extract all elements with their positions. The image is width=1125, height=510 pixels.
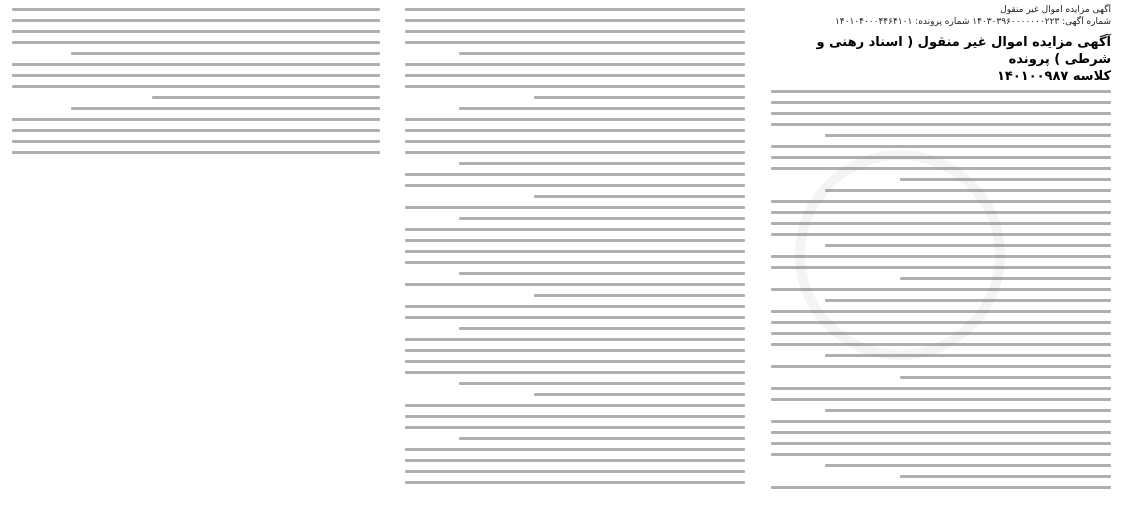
text-line bbox=[405, 415, 745, 418]
text-line bbox=[405, 30, 745, 33]
text-line bbox=[771, 398, 1111, 401]
text-line bbox=[405, 184, 745, 187]
text-line bbox=[825, 464, 1111, 467]
text-line bbox=[405, 338, 745, 341]
text-line bbox=[405, 63, 745, 66]
text-line bbox=[771, 321, 1111, 324]
text-line bbox=[900, 475, 1111, 478]
text-line bbox=[459, 162, 745, 165]
text-line bbox=[12, 140, 380, 143]
text-line bbox=[534, 294, 745, 297]
text-line bbox=[459, 327, 745, 330]
text-line bbox=[405, 228, 745, 231]
text-line bbox=[459, 437, 745, 440]
text-line bbox=[771, 442, 1111, 445]
text-line bbox=[405, 151, 745, 154]
text-line bbox=[12, 129, 380, 132]
text-line bbox=[825, 299, 1111, 302]
text-line bbox=[12, 63, 380, 66]
text-line bbox=[405, 349, 745, 352]
text-line bbox=[459, 107, 745, 110]
text-line bbox=[405, 316, 745, 319]
text-line bbox=[405, 371, 745, 374]
text-line bbox=[900, 277, 1111, 280]
text-line bbox=[771, 123, 1111, 126]
text-line bbox=[771, 156, 1111, 159]
header-line-2: شماره آگهی: ۱۴۰۳۰۳۹۶۰۰۰۰۰۰۰۲۲۳ شماره پرونده: ۱۴۰۱۰۴۰۰۰۴۴۶۴۱۰۱ bbox=[834, 17, 1111, 27]
text-line bbox=[405, 206, 745, 209]
text-line bbox=[771, 387, 1111, 390]
text-line bbox=[771, 332, 1111, 335]
text-line bbox=[771, 233, 1111, 236]
text-line bbox=[825, 409, 1111, 412]
text-line bbox=[405, 173, 745, 176]
text-line bbox=[771, 222, 1111, 225]
text-line bbox=[405, 459, 745, 462]
text-line bbox=[405, 481, 745, 484]
text-line bbox=[12, 19, 380, 22]
text-column-middle bbox=[405, 8, 745, 500]
header-line-1: آگهی مزایده اموال غیر منقول bbox=[1000, 5, 1111, 15]
text-line bbox=[771, 167, 1111, 170]
text-column-left bbox=[12, 8, 380, 168]
text-line bbox=[771, 288, 1111, 291]
text-line bbox=[12, 8, 380, 11]
text-line bbox=[459, 217, 745, 220]
text-line bbox=[405, 360, 745, 363]
text-line bbox=[771, 310, 1111, 313]
text-line bbox=[771, 486, 1111, 489]
text-line bbox=[771, 145, 1111, 148]
text-line bbox=[825, 354, 1111, 357]
text-line bbox=[771, 211, 1111, 214]
text-line bbox=[534, 96, 745, 99]
text-line bbox=[825, 244, 1111, 247]
text-line bbox=[534, 195, 745, 198]
text-line bbox=[771, 90, 1111, 93]
text-line bbox=[405, 426, 745, 429]
text-line bbox=[771, 365, 1111, 368]
text-line bbox=[12, 30, 380, 33]
text-line bbox=[405, 239, 745, 242]
text-line bbox=[405, 448, 745, 451]
text-line bbox=[900, 376, 1111, 379]
text-line bbox=[771, 112, 1111, 115]
text-line bbox=[12, 74, 380, 77]
text-line bbox=[771, 453, 1111, 456]
text-line bbox=[71, 107, 380, 110]
text-line bbox=[12, 118, 380, 121]
text-line bbox=[405, 250, 745, 253]
text-line bbox=[71, 52, 380, 55]
text-line bbox=[405, 41, 745, 44]
text-line bbox=[771, 420, 1111, 423]
text-line bbox=[900, 178, 1111, 181]
case-number: کلاسه ۱۴۰۱۰۰۹۸۷ bbox=[996, 69, 1111, 84]
text-line bbox=[771, 200, 1111, 203]
text-line bbox=[771, 255, 1111, 258]
text-column-right bbox=[771, 90, 1111, 500]
notice-header bbox=[771, 4, 1111, 85]
text-line bbox=[405, 74, 745, 77]
text-line bbox=[405, 19, 745, 22]
text-line bbox=[152, 96, 380, 99]
text-line bbox=[459, 272, 745, 275]
notice-title: آگهی مزایده اموال غیر منقول ( اسناد رهنی و شرطی ) پرونده bbox=[816, 35, 1111, 67]
text-line bbox=[405, 283, 745, 286]
text-line bbox=[771, 266, 1111, 269]
text-line bbox=[405, 118, 745, 121]
text-line bbox=[405, 305, 745, 308]
text-line bbox=[12, 41, 380, 44]
text-line bbox=[405, 261, 745, 264]
text-line bbox=[405, 140, 745, 143]
text-line bbox=[459, 52, 745, 55]
text-line bbox=[534, 393, 745, 396]
text-line bbox=[405, 129, 745, 132]
text-line bbox=[459, 382, 745, 385]
text-line bbox=[405, 8, 745, 11]
text-line bbox=[771, 431, 1111, 434]
text-line bbox=[771, 101, 1111, 104]
text-line bbox=[405, 404, 745, 407]
text-line bbox=[825, 189, 1111, 192]
text-line bbox=[12, 151, 380, 154]
text-line bbox=[12, 85, 380, 88]
text-line bbox=[405, 470, 745, 473]
text-line bbox=[405, 85, 745, 88]
text-line bbox=[825, 134, 1111, 137]
text-line bbox=[771, 343, 1111, 346]
